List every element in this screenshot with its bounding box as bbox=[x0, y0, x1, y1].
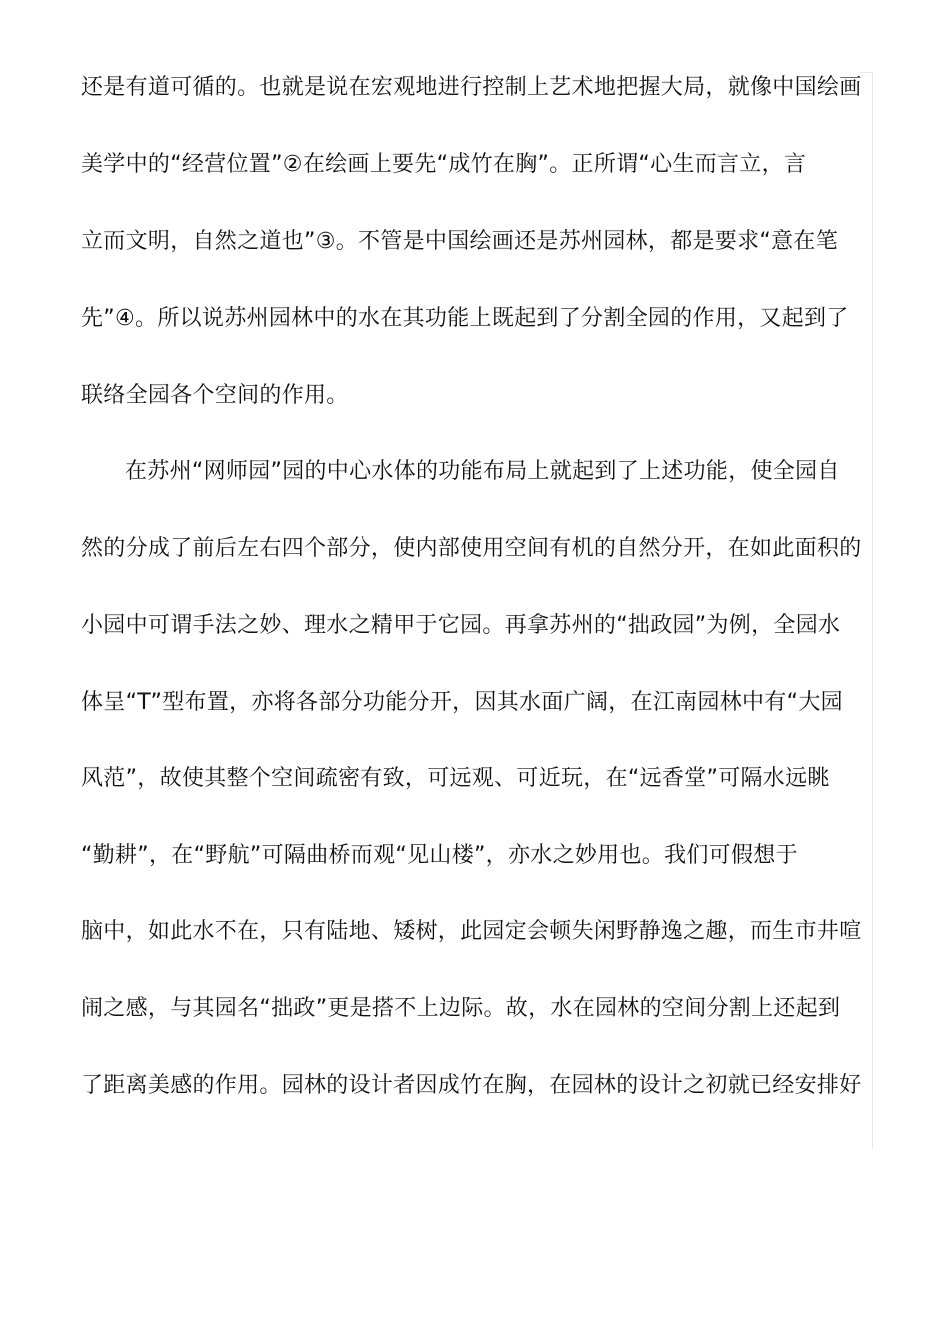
text-line: 美学中的“经营位置”②在绘画上要先“成竹在胸”。正所谓“心生而言立，言 bbox=[81, 152, 807, 177]
text-line: 然的分成了前后左右四个部分，使内部使用空间有机的自然分开，在如此面积的 bbox=[81, 536, 862, 561]
text-line: “勤耕”，在“野航”可隔曲桥而观“见山楼”，亦水之妙用也。我们可假想于 bbox=[81, 843, 798, 868]
text-line: 先”④。所以说苏州园林中的水在其功能上既起到了分割全园的作用，又起到了 bbox=[81, 306, 849, 331]
text-line: 小园中可谓手法之妙、理水之精甲于它园。再拿苏州的“拙政园”为例，全园水 bbox=[81, 613, 841, 638]
text-line: 闹之感，与其园名“拙政”更是搭不上边际。故，水在园林的空间分割上还起到 bbox=[81, 996, 841, 1021]
text-line: 了距离美感的作用。园林的设计者因成竹在胸，在园林的设计之初就已经安排好 bbox=[81, 1073, 862, 1098]
text-line: 还是有道可循的。也就是说在宏观地进行控制上艺术地把握大局，就像中国绘画 bbox=[81, 75, 862, 100]
text-line: 立而文明，自然之道也”③。不管是中国绘画还是苏州园林，都是要求“意在笔 bbox=[81, 229, 839, 254]
text-line: 风范”，故使其整个空间疏密有致，可远观、可近玩，在“远香堂”可隔水远眺 bbox=[81, 766, 830, 791]
text-line: 脑中，如此水不在，只有陆地、矮树，此园定会顿失闲野静逸之趣，而生市井喧 bbox=[81, 919, 862, 944]
text-line: 体呈“T”型布置，亦将各部分功能分开，因其水面广阔，在江南园林中有“大园 bbox=[81, 690, 843, 715]
paragraph-first-line: 在苏州“网师园”园的中心水体的功能布局上就起到了上述功能，使全园自 bbox=[125, 459, 840, 484]
text-line: 联络全园各个空间的作用。 bbox=[81, 383, 349, 408]
